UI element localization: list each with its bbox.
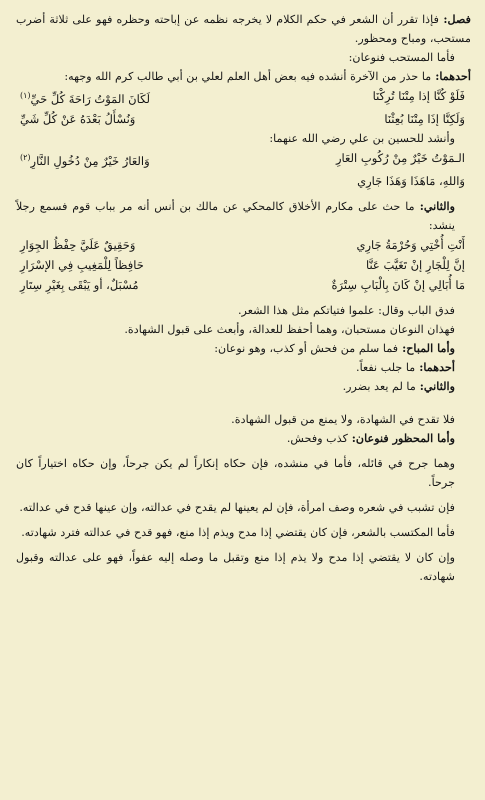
hemistich-right: أَنْتِ أُخْتِي وَحُرْمَةُ جَارِي bbox=[356, 237, 465, 252]
hemistich-right: وَلَكِنَّا إذَا مِتْنَا بُعِثْنَا bbox=[384, 111, 465, 126]
paragraph bbox=[16, 358, 471, 377]
paragraph-text: فإذا تقرر أن الشعر في حكم الكلام لا يخرجه نظمه عن إباحته وحظره فهو على ثلاثة أضرب مستحب، ومباح ومحظور. bbox=[16, 13, 471, 45]
paragraph-text: كذب وفحش. bbox=[286, 431, 348, 445]
paragraph: فهذان النوعان مستحبان، وهما أحفظ للعدالة، وأبعث على قبول الشهادة. bbox=[124, 322, 455, 336]
paragraph-lead: والثاني: bbox=[414, 198, 455, 213]
verse-line bbox=[16, 86, 471, 109]
hemistich-right: مَا أُبَالِي إنْ كَانَ بِالْبَابِ سِتْرَةٌ bbox=[331, 277, 465, 292]
paragraph: فإن تشبب في شعره وصف امرأة، فإن لم يعينها لم يقدح في عدالته، وإن عينها قدح في عدالته. bbox=[19, 500, 455, 514]
paragraph: وإن كان لا يقتضي إذا مدح ولا يذم إذا منع وتقبل ما وصله إليه عفواً، فهو على عدالته وقبول شهادته. bbox=[16, 550, 455, 583]
paragraph-lead: أحدهما: bbox=[431, 69, 471, 83]
paragraph: فأما المستحب فنوعان: bbox=[348, 51, 455, 64]
hemistich-right: فَلَوْ كُنَّا إذا مِتْنَا تُرِكْنَا bbox=[372, 89, 465, 103]
footnote-marker: (٢) bbox=[20, 152, 31, 162]
hemistich-right: الـمَوْتُ خَيْرٌ مِنْ رُكُوبِ العَارِ bbox=[335, 150, 465, 165]
hemistich-left: وَحَقِيقٌ عَلَيَّ حِفْظُ الجِوَارِ bbox=[20, 237, 136, 252]
paragraph-lead: وأما المباح: bbox=[398, 340, 455, 355]
paragraph-text: ما لم يعد بضرر. bbox=[342, 379, 416, 393]
paragraph bbox=[16, 67, 471, 86]
hemistich-text: لَكَانَ المَوْتُ رَاحَةَ كُلِّ حَيِّ bbox=[30, 91, 150, 106]
verse-line bbox=[16, 171, 471, 191]
section-heading: فصل: bbox=[438, 12, 472, 26]
hemistich-left bbox=[20, 86, 150, 109]
hemistich-text: وَالعَارُ خَيْرٌ مِنْ دُخُولِ النَّارِ bbox=[30, 153, 150, 168]
paragraph-lead: أحدهما: bbox=[415, 359, 455, 374]
paragraph bbox=[16, 339, 471, 358]
verse-line bbox=[16, 235, 471, 255]
paragraph-text: ما حذر من الآخرة أنشده فيه بعض أهل العلم لعلي بن أبي طالب كرم الله وجهه: bbox=[64, 70, 432, 83]
verse-line bbox=[16, 255, 471, 275]
paragraph bbox=[16, 377, 471, 396]
footnote-marker: (١) bbox=[20, 91, 31, 100]
paragraph bbox=[16, 197, 471, 235]
paragraph bbox=[16, 429, 471, 448]
hemistich-right: وَاللهِ، مَاهَذَا وَهَذَا جَارِي bbox=[357, 173, 465, 188]
verse-line bbox=[16, 109, 471, 129]
paragraph: وأنشد للحسين بن علي رضي الله عنهما: bbox=[269, 131, 455, 145]
paragraph-lead: والثاني: bbox=[415, 378, 455, 393]
hemistich-left: وَنُسْأَلُ بَعْدَهُ عَنْ كُلِّ شَيِّ bbox=[20, 111, 136, 126]
paragraph: فأما المكتسب بالشعر، فإن كان يقتضي إذا مدح ويذم إذا منع، فهو قدح في عدالته فترد شهادته. bbox=[21, 525, 455, 539]
paragraph-text: ما حث على مكارم الأخلاق كالمحكي عن مالك بن أنس أنه مر بباب قوم فسمع رجلاً ينشد: bbox=[16, 199, 455, 232]
paragraph bbox=[16, 10, 471, 48]
verse-line bbox=[16, 275, 471, 295]
hemistich-right: إنَّ لِلْجَارِ إنْ تَغَيَّبَ عَنَّا bbox=[365, 257, 465, 272]
paragraph: فدق الباب وقال: علموا فتياتكم مثل هذا الشعر. bbox=[237, 303, 455, 317]
verse-line bbox=[16, 148, 471, 171]
paragraph-lead: وأما المحظور فنوعان: bbox=[347, 430, 455, 445]
paragraph-text: فما سلم من فحش أو كذب، وهو نوعان: bbox=[214, 341, 399, 355]
paragraph: فلا تقدح في الشهادة، ولا يمنع من قبول الشهادة. bbox=[231, 412, 455, 426]
hemistich-left: حَافِظاً لِلْمَغِيبِ فِي الإسْرَارِ bbox=[20, 257, 144, 272]
paragraph-text: ما جلب نفعاً. bbox=[356, 360, 416, 374]
hemistich-left bbox=[20, 148, 150, 171]
hemistich-left: مُسْبَلٌ، أو يَبْقَى بِغَيْرِ سِتَارِ bbox=[20, 277, 139, 292]
paragraph: وهما جرح في قائله، فأما في منشده، فإن حكاه إنكاراً لم يكن جرحاً، وإن حكاه اختياراً كان جرحاً. bbox=[16, 456, 455, 489]
